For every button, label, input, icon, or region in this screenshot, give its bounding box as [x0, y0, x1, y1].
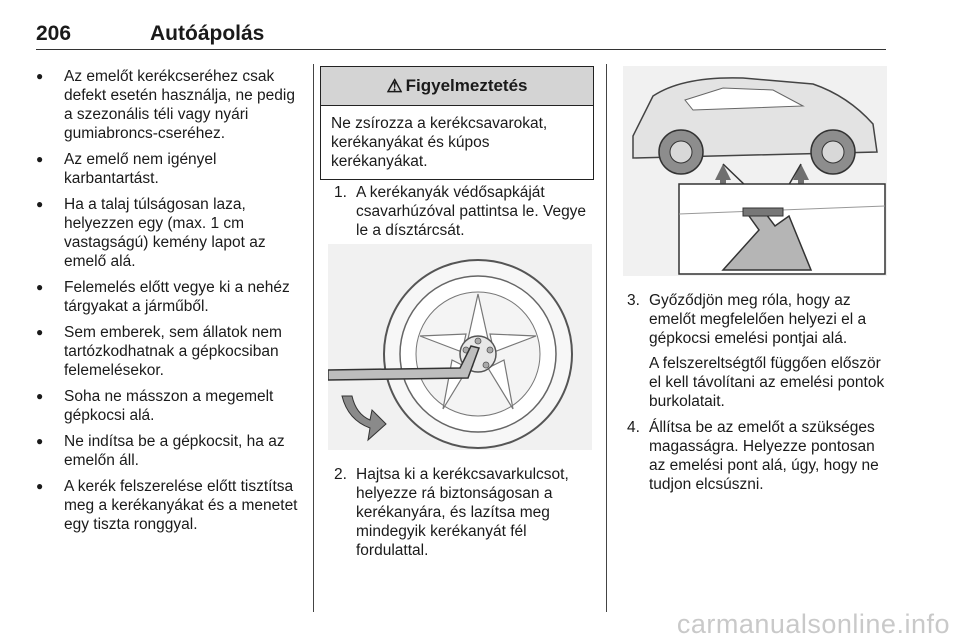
list-item: ● A kerék felszerelése előtt tisztítsa meg a kerékanyákat és a menetet egy tiszta ronggyal.: [36, 477, 302, 534]
step-4: [623, 418, 889, 494]
list-item: ● Felemelés előtt vegye ki a nehéz tárgyakat a járműből.: [36, 278, 302, 316]
wheel-illustration: [328, 244, 592, 450]
list-item: ● Soha ne másszon a megemelt gépkocsi alá.: [36, 387, 302, 425]
right-column-steps: [623, 291, 889, 494]
step-number: 4.: [627, 419, 640, 436]
page-header: [36, 22, 886, 48]
step-2: [330, 465, 596, 560]
step-text: Hajtsa ki a kerékcsavarkulcsot, helyezze rá biztonságosan a kerékanyára, és lazítsa meg mindegyik kerékanyát fél fordulattal.: [356, 466, 569, 559]
precautions-list: [36, 67, 302, 534]
list-item: ● Ne indítsa be a gépkocsit, ha az emelőn áll.: [36, 432, 302, 470]
car-jack-illustration: [623, 66, 887, 276]
step-number: 2.: [334, 466, 347, 483]
warning-title: Figyelmeztetés: [405, 76, 528, 95]
page-number: 206: [36, 22, 72, 45]
step-1: [330, 183, 596, 240]
warning-text: Ne zsírozza a kerékcsavarokat, kerékanyákat és kúpos kerékanyákat.: [331, 115, 548, 170]
column-divider-right: [606, 64, 607, 612]
step-text: Állítsa be az emelőt a szükséges magasságra. Helyezze pontosan az emelési pont alá, úgy, hogy ne tudjon elcsúszni.: [649, 419, 879, 493]
column-divider-left: [313, 64, 314, 612]
left-column: [36, 67, 302, 541]
watermark: carmanualsonline.info: [676, 609, 950, 639]
step-number: 1.: [334, 184, 347, 201]
step-note: A felszereltségtől függően először el kell távolítani az emelési pontok burkolatait.: [649, 355, 885, 410]
step-text: Győződjön meg róla, hogy az emelőt megfelelően helyezi el a gépkocsi emelési pontjai alá.: [649, 292, 867, 347]
warning-box: [320, 66, 594, 180]
warning-triangle-icon: ⚠: [386, 75, 403, 96]
list-item: ● Sem emberek, sem állatok nem tartózkodhatnak a gépkocsiban felemelésekor.: [36, 323, 302, 380]
wheel-wrench-illustration: [328, 244, 592, 450]
header-divider: [36, 49, 886, 50]
warning-header: [321, 67, 593, 106]
step-text: A kerékanyák védősapkáját csavarhúzóval pattintsa le. Vegye le a dísztárcsát.: [356, 184, 587, 239]
car-lifting-points-illustration: [623, 66, 887, 276]
list-item: ● Az emelőt kerékcseréhez csak defekt esetén használja, ne pedig a szezonális téli vagy nyári gumiabroncs-cseréhez.: [36, 67, 302, 143]
list-item: ● Az emelő nem igényel karbantartást.: [36, 150, 302, 188]
chapter-title: Autóápolás: [150, 22, 265, 45]
list-item: ● Ha a talaj túlságosan laza, helyezzen egy (max. 1 cm vastagságú) kemény lapot az emelő alá.: [36, 195, 302, 271]
step-3: [623, 291, 889, 411]
step-number: 3.: [627, 292, 640, 309]
